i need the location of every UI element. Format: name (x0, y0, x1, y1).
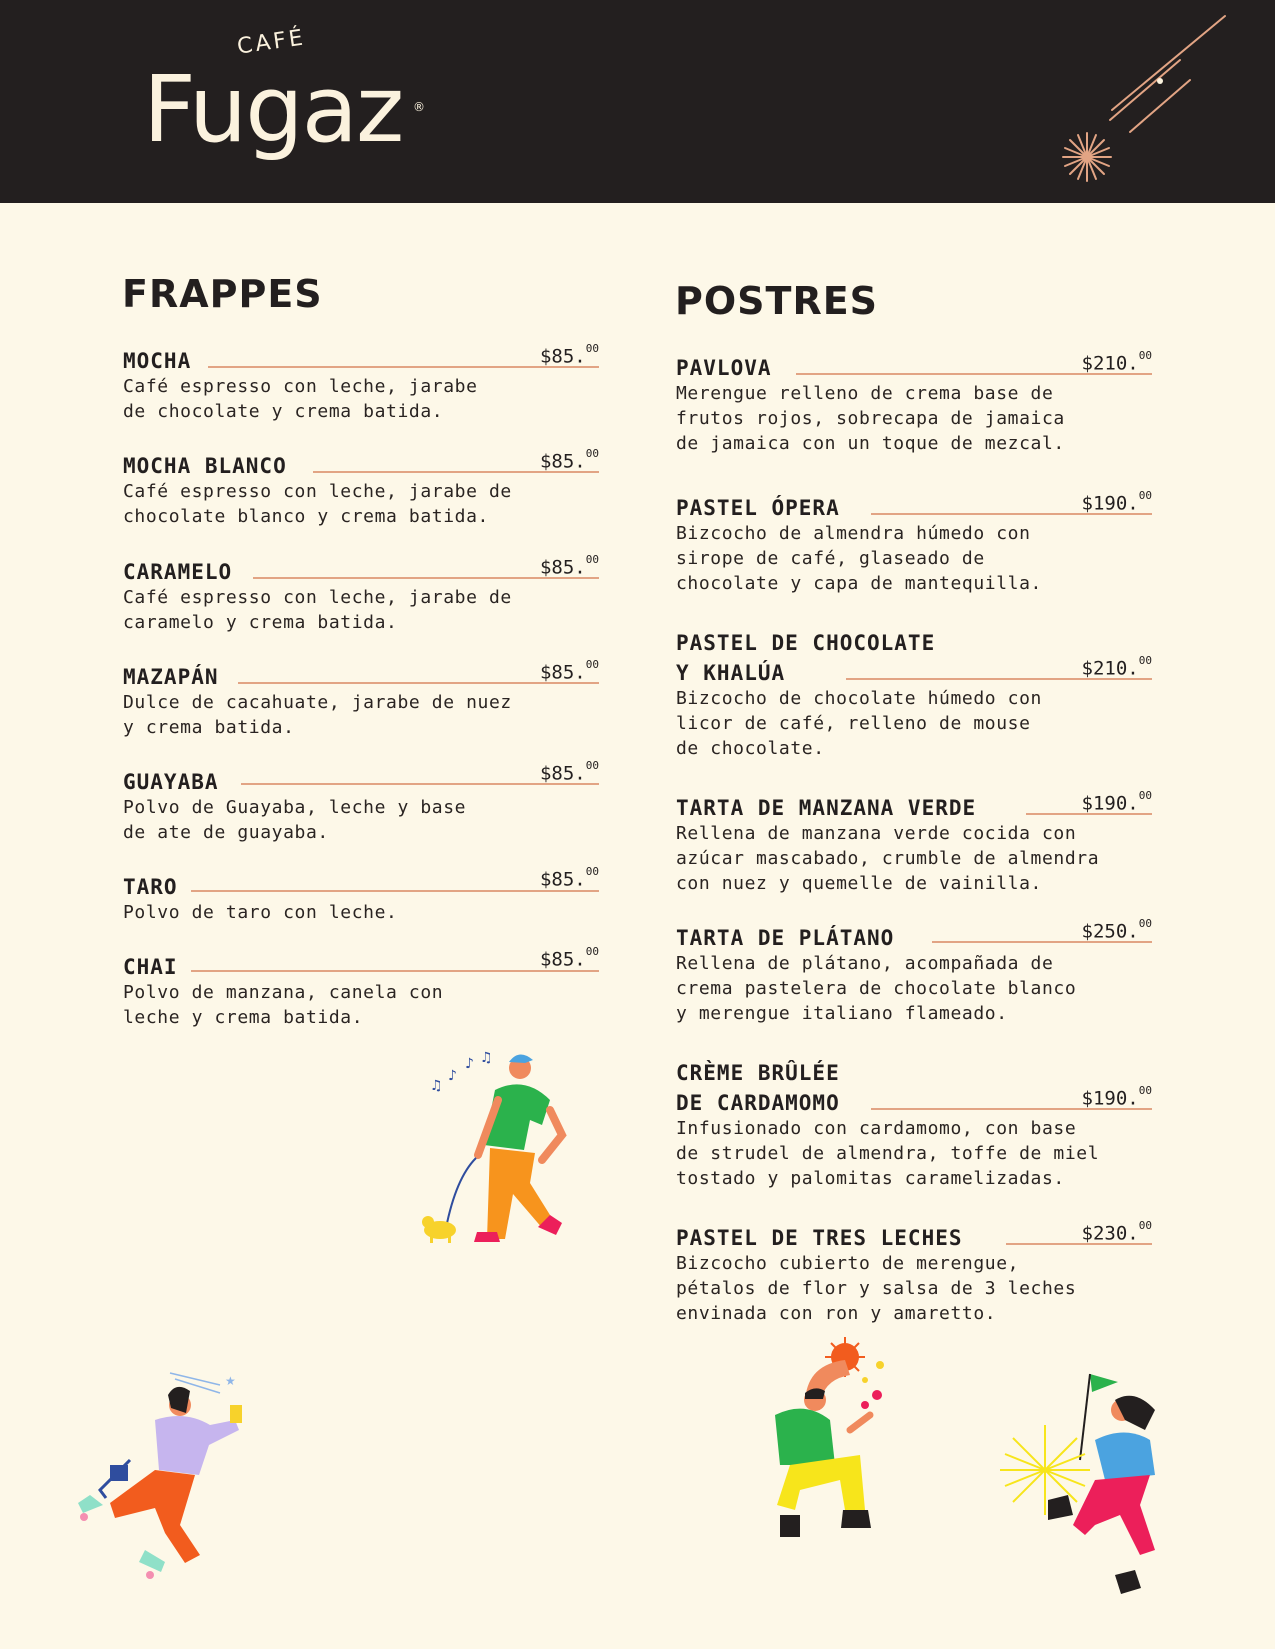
item-description: Café espresso con leche, jarabe de chocolate y crema batida. (123, 376, 478, 422)
item-price: $190.00 (1081, 789, 1152, 815)
item-description: Rellena de plátano, acompañada de crema pastelera de chocolate blanco y merengue italiano flameado. (676, 953, 1077, 1024)
man-kneeling-with-flowers-illustration (765, 1335, 915, 1545)
item-name: CARAMELO (123, 560, 233, 584)
item-description: Bizcocho de almendra húmedo con sirope de café, glaseado de chocolate y capa de mantequilla. (676, 523, 1042, 594)
item-description: Polvo de manzana, canela con leche y crema batida. (123, 982, 444, 1028)
item-description: Dulce de cacahuate, jarabe de nuez y crema batida. (123, 692, 512, 738)
item-price: $85.00 (539, 759, 599, 785)
header-bar (0, 0, 1275, 203)
price-leader-line (191, 970, 599, 972)
svg-text:♫: ♫ (430, 1078, 443, 1094)
item-name: PASTEL ÓPERA (676, 496, 840, 520)
item-price: $230.00 (1081, 1219, 1152, 1245)
item-description: Café espresso con leche, jarabe de chocolate blanco y crema batida. (123, 481, 512, 527)
item-description: Café espresso con leche, jarabe de caramelo y crema batida. (123, 587, 512, 633)
woman-roller-skating-illustration (70, 1365, 260, 1585)
item-price: $85.00 (539, 945, 599, 971)
item-price: $190.00 (1081, 489, 1152, 515)
logo-cafe-text: CAFÉ (235, 25, 308, 60)
item-description: Bizcocho de chocolate húmedo con licor de café, relleno de mouse de chocolate. (676, 688, 1042, 759)
item-name: MAZAPÁN (123, 665, 219, 689)
item-price: $210.00 (1081, 654, 1152, 680)
item-name: MOCHA BLANCO (123, 454, 287, 478)
woman-with-flag-illustration (1000, 1370, 1200, 1600)
item-name: TARTA DE PLÁTANO (676, 926, 895, 950)
item-description: Polvo de taro con leche. (123, 902, 398, 923)
item-description: Rellena de manzana verde cocida con azúcar mascabado, crumble de almendra con nuez y quemelle de vainilla. (676, 823, 1100, 894)
item-price: $250.00 (1081, 917, 1152, 943)
item-price: $85.00 (539, 342, 599, 368)
item-name: PAVLOVA (676, 356, 772, 380)
man-walking-dog-illustration (410, 1040, 590, 1245)
item-description: Bizcocho cubierto de merengue, pétalos de flor y salsa de 3 leches envinada con ron y amaretto. (676, 1253, 1077, 1324)
section-title-postres: POSTRES (675, 279, 879, 323)
item-name: GUAYABA (123, 770, 219, 794)
logo-registered-mark: ® (413, 100, 425, 114)
item-price: $85.00 (539, 865, 599, 891)
item-price: $210.00 (1081, 349, 1152, 375)
item-price: $190.00 (1081, 1084, 1152, 1110)
item-description: Infusionado con cardamomo, con base de strudel de almendra, toffe de miel tostado y palomitas caramelizadas. (676, 1118, 1100, 1189)
section-title-frappes: FRAPPES (122, 272, 323, 316)
svg-text:★: ★ (225, 1374, 236, 1388)
item-description: Merengue relleno de crema base de frutos rojos, sobrecapa de jamaica de jamaica con un toque de mezcal. (676, 383, 1065, 454)
item-name: PASTEL DE CHOCOLATE Y KHALÚA (676, 631, 936, 685)
shooting-star-icon (1050, 10, 1230, 190)
item-name: TARTA DE MANZANA VERDE (676, 796, 977, 820)
svg-text:♫: ♫ (480, 1050, 493, 1066)
svg-text:♪: ♪ (448, 1068, 457, 1084)
item-price: $85.00 (539, 447, 599, 473)
price-leader-line (191, 890, 599, 892)
logo-wordmark: Fugaz (143, 56, 403, 163)
item-name: TARO (123, 875, 178, 899)
item-description: Polvo de Guayaba, leche y base de ate de guayaba. (123, 797, 467, 843)
item-name: PASTEL DE TRES LECHES (676, 1226, 963, 1250)
item-name: CHAI (123, 955, 178, 979)
item-name: CRÈME BRÛLÉE DE CARDAMOMO (676, 1061, 840, 1115)
item-price: $85.00 (539, 658, 599, 684)
svg-text:♪: ♪ (465, 1056, 474, 1072)
item-name: MOCHA (123, 349, 192, 373)
item-price: $85.00 (539, 553, 599, 579)
